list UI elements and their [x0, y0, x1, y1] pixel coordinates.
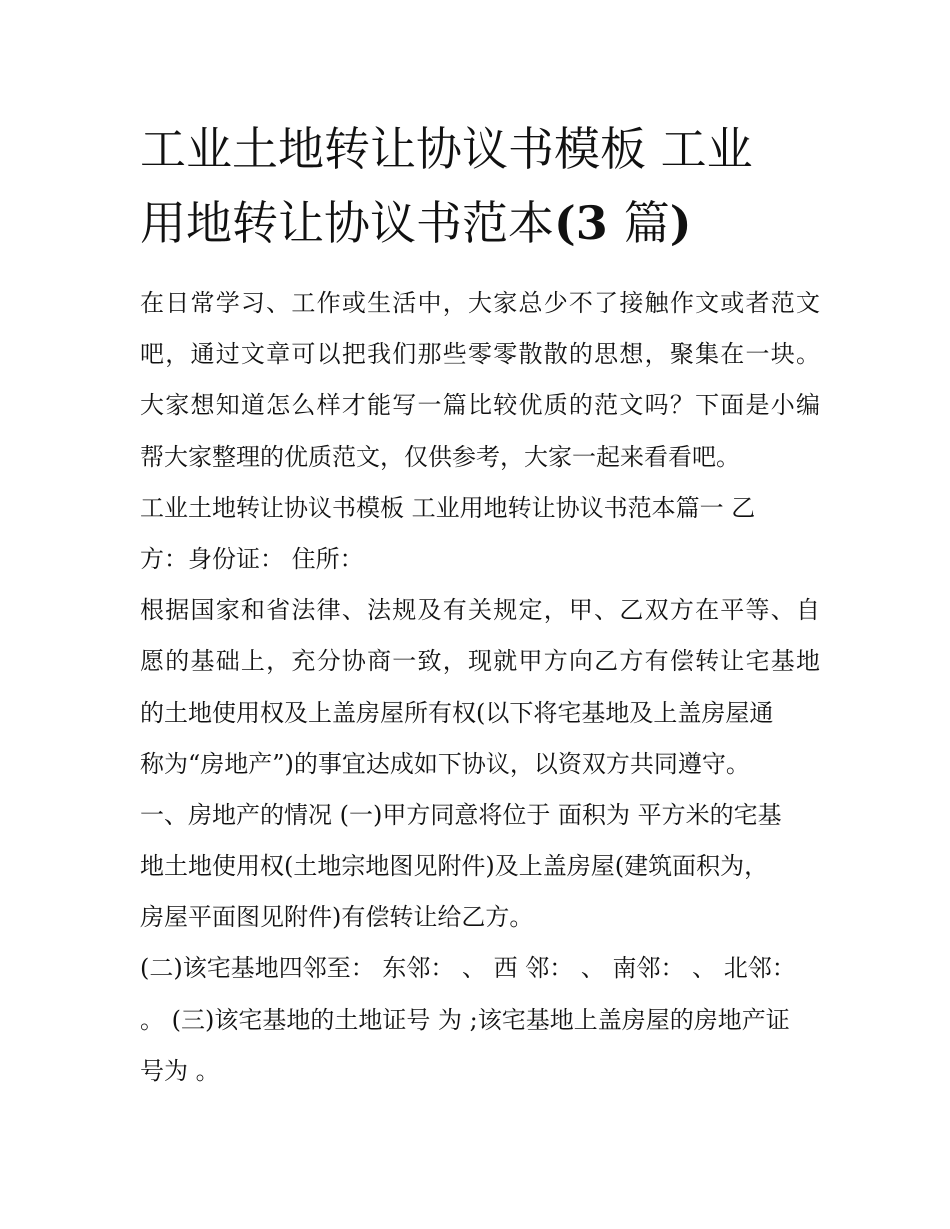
body-line: 。 (三)该宅基地的土地证号 为 ;该宅基地上盖房屋的房地产证	[140, 1005, 790, 1034]
body-line: 一、房地产的情况 (一)甲方同意将位于 面积为 平方米的宅基	[140, 800, 782, 829]
document-title	[140, 112, 820, 260]
title-line-2	[140, 186, 820, 260]
body-line: 大家想知道怎么样才能写一篇比较优质的范文吗？下面是小编	[140, 391, 820, 420]
title-count-close: )	[669, 196, 692, 250]
body-line: 称为“房地产”)的事宜达成如下协议，以资双方共同遵守。	[140, 749, 750, 778]
title-count-unit: 篇	[623, 196, 670, 250]
body-line: (二)该宅基地四邻至： 东邻： 、 西 邻： 、 南邻： 、 北邻：	[140, 954, 796, 983]
title-count-open: (3	[554, 196, 624, 250]
body-line: 工业土地转让协议书模板 工业用地转让协议书范本篇一 乙	[140, 493, 756, 522]
body-line: 在日常学习、工作或生活中，大家总少不了接触作文或者范文	[140, 289, 820, 317]
title-line-2-text: 用地转让协议书范本	[140, 196, 554, 250]
body-line: 房屋平面图见附件)有偿转让给乙方。	[140, 903, 534, 932]
body-line: 帮大家整理的优质范文，仅供参考，大家一起来看看吧。	[140, 442, 740, 471]
body-line: 的土地使用权及上盖房屋所有权(以下将宅基地及上盖房屋通	[140, 698, 774, 727]
body-line: 吧，通过文章可以把我们那些零零散散的思想，聚集在一块。	[140, 340, 820, 369]
document-body	[140, 278, 820, 1097]
body-line: 根据国家和省法律、法规及有关规定，甲、乙双方在平等、自	[140, 596, 820, 625]
body-line: 愿的基础上，充分协商一致，现就甲方向乙方有偿转让宅基地	[140, 647, 820, 676]
body-line: 方：身份证： 住所：	[140, 544, 364, 573]
title-line-1: 工业土地转让协议书模板 工业	[140, 122, 753, 176]
body-line: 号为 。	[140, 1056, 220, 1085]
body-line: 地土地使用权(土地宗地图见附件)及上盖房屋(建筑面积为，	[140, 852, 769, 881]
